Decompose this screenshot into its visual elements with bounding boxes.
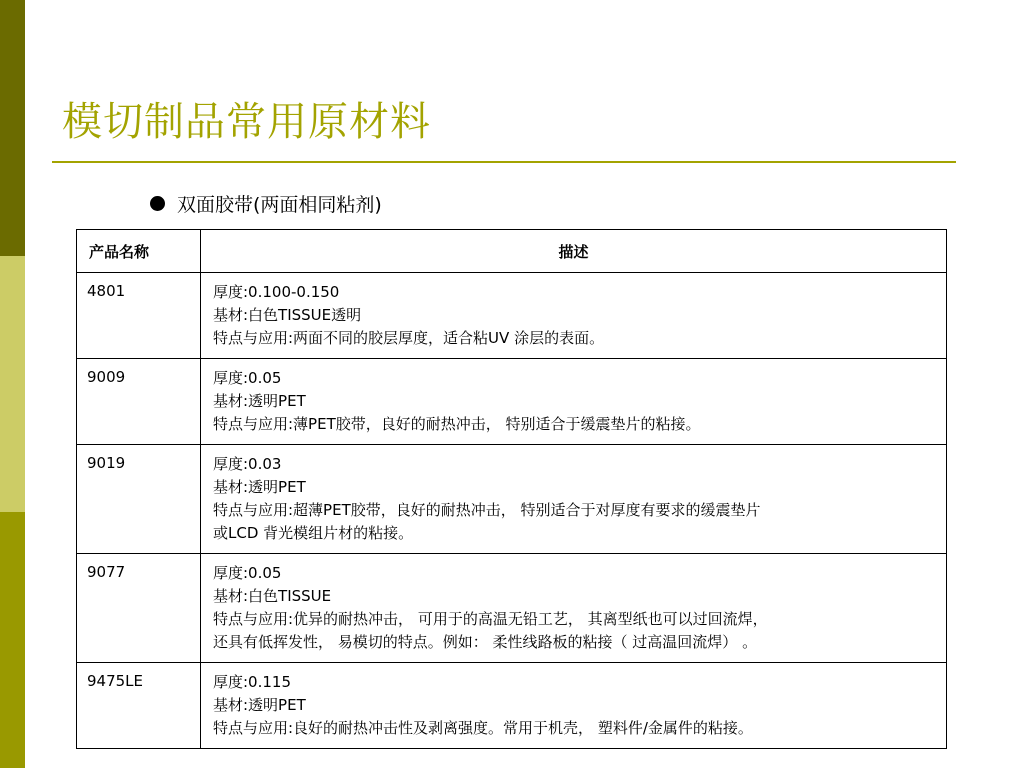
product-name-cell: 9077 xyxy=(77,554,201,663)
description-line: 厚度:0.100-0.150 xyxy=(213,283,340,301)
table-row xyxy=(77,273,947,359)
title-divider xyxy=(52,161,956,163)
product-name-cell: 9019 xyxy=(77,445,201,554)
description-cell xyxy=(201,445,947,554)
slide-title: 模切制品常用原材料 xyxy=(62,99,431,145)
description-line: 还具有低挥发性， 易模切的特点。例如： 柔性线路板的粘接（ 过高温回流焊） 。 xyxy=(213,633,758,651)
product-table xyxy=(76,229,947,749)
side-bar-top xyxy=(0,0,25,256)
description-line: 厚度:0.03 xyxy=(213,455,282,473)
description-cell xyxy=(201,359,947,445)
description-line: 厚度:0.115 xyxy=(213,673,291,691)
table-row xyxy=(77,445,947,554)
header-product-name: 产品名称 xyxy=(77,230,201,273)
table-row xyxy=(77,554,947,663)
description-line: 特点与应用:薄PET胶带，良好的耐热冲击， 特别适合于缓震垫片的粘接。 xyxy=(213,415,701,433)
description-line: 特点与应用:良好的耐热冲击性及剥离强度。常用于机壳， 塑料件/金属件的粘接。 xyxy=(213,719,753,737)
table-row xyxy=(77,663,947,749)
product-name-cell: 4801 xyxy=(77,273,201,359)
table-row xyxy=(77,359,947,445)
description-cell xyxy=(201,663,947,749)
description-line: 厚度:0.05 xyxy=(213,564,282,582)
product-name-cell: 9009 xyxy=(77,359,201,445)
description-line: 基材:白色TISSUE xyxy=(213,587,332,605)
description-line: 基材:透明PET xyxy=(213,696,306,714)
table-body xyxy=(77,273,947,749)
side-bar-bottom xyxy=(0,512,25,768)
bullet-icon xyxy=(150,196,165,211)
description-line: 基材:透明PET xyxy=(213,392,306,410)
description-cell xyxy=(201,273,947,359)
description-line: 基材:透明PET xyxy=(213,478,306,496)
description-line: 厚度:0.05 xyxy=(213,369,282,387)
description-line: 特点与应用:超薄PET胶带，良好的耐热冲击， 特别适合于对厚度有要求的缓震垫片 xyxy=(213,501,761,519)
header-description: 描述 xyxy=(201,230,947,273)
product-name-cell: 9475LE xyxy=(77,663,201,749)
side-bar-middle xyxy=(0,256,25,512)
description-line: 基材:白色TISSUE透明 xyxy=(213,306,362,324)
section-heading xyxy=(150,190,382,217)
description-line: 或LCD 背光模组片材的粘接。 xyxy=(213,524,414,542)
table-header-row xyxy=(77,230,947,273)
description-line: 特点与应用:两面不同的胶层厚度，适合粘UV 涂层的表面。 xyxy=(213,329,605,347)
section-label: 双面胶带(两面相同粘剂) xyxy=(177,194,382,216)
description-line: 特点与应用:优异的耐热冲击， 可用于的高温无铅工艺， 其离型纸也可以过回流焊， xyxy=(213,610,768,628)
description-cell xyxy=(201,554,947,663)
